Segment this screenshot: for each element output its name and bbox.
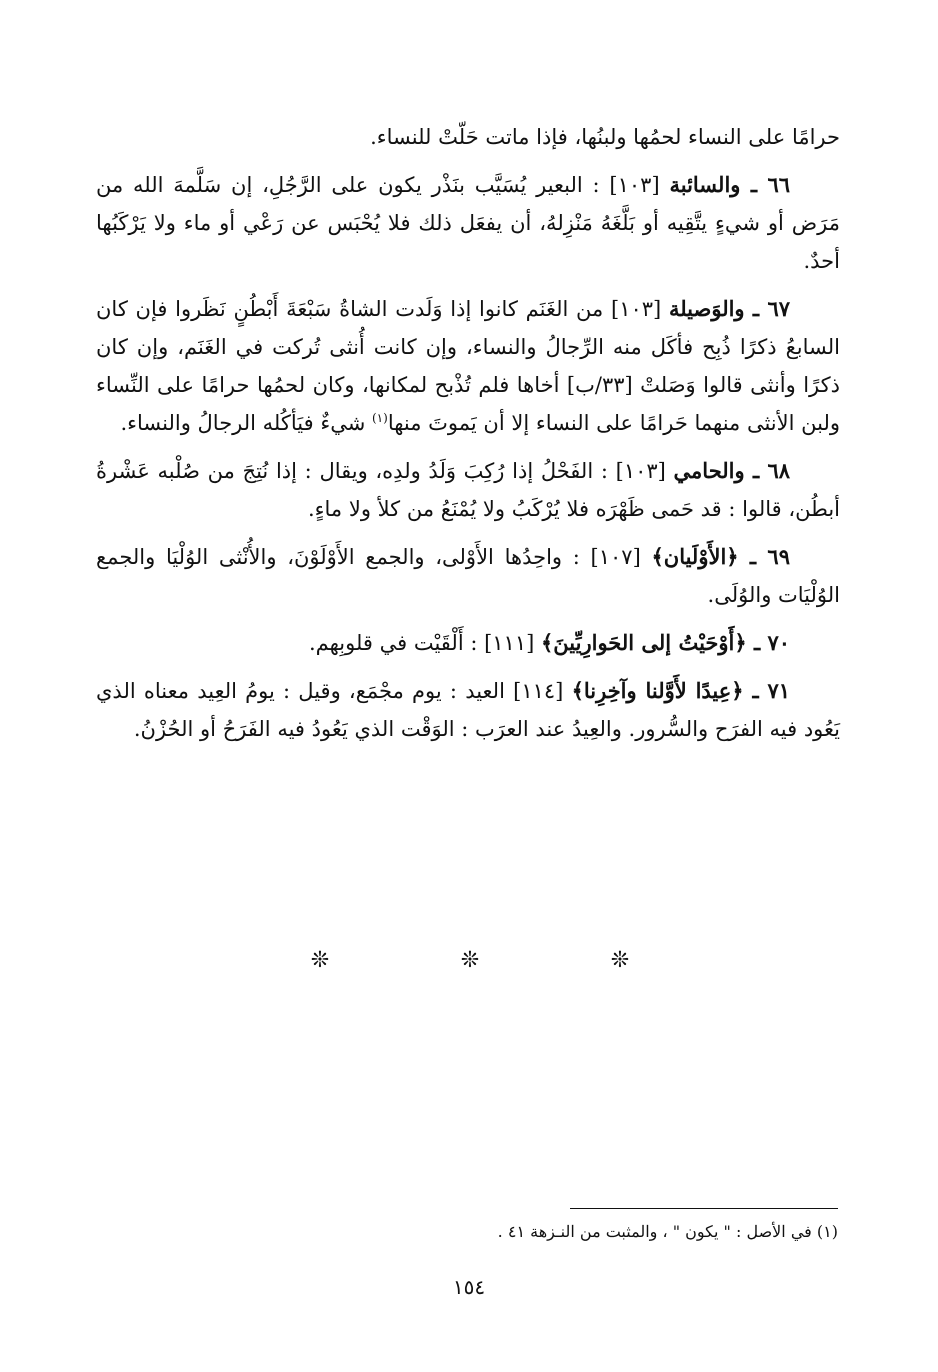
entry-69 xyxy=(96,538,840,614)
entry-text: [١٠٣] من الغَنَم كانوا إذا وَلَدت الشاةُ سَبْعَةَ أَبْطُنٍ نَظَروا فإن كان السابعُ ذكرًا ذُبِح فأكَل منه الرِّجالُ والنساء، وإن كانت أُنثى تُركت في الغَنَم، وإن كان ذكرًا وأنثى قالوا وَصَلتْ [٣٣/ب] أخاها فلم تُذْبح لمكانها، وكان لحمُها حرامًا على النِّساء ولبن الأنثى منهما حَرامًا على النساء إلا أن يَموتَ منها xyxy=(96,297,840,435)
entry-text: [١١٤] العيد : يوم مجْمَع، وقيل : يومُ العِيد معناه الذي يَعُود فيه الفرَح والسُّرور. والعِيدُ عند العرَب : الوَقْت الذي يَعُودُ فيه الفَرَحُ أو الحُزْنُ. xyxy=(96,679,840,741)
entry-heading: ٧١ ـ ﴿عِيدًا لأَوَّلنا وآخِرِنا﴾ xyxy=(571,678,790,703)
entry-text-continued: شيءٌ فيَأكُله الرجالُ والنساء. xyxy=(120,411,372,435)
entry-heading: ٧٠ ـ ﴿أَوْحَيْتُ إلى الحَوارِيِّينَ﴾ xyxy=(541,630,790,655)
entry-text: [١٠٧] : واحِدُها الأَوْلى، والجمع الأَوْلَوْنَ، والأُنْثى الوُلْيَا والجمع الوُلْيَات والوُلَى. xyxy=(96,545,840,607)
paragraph-text: حرامًا على النساء لحمُها ولبنُها، فإذا ماتت حَلّتْ للنساء. xyxy=(370,125,840,149)
entry-heading: ٦٧ ـ والوَصيلة xyxy=(668,296,790,321)
section-separator xyxy=(300,948,640,973)
entry-68 xyxy=(96,452,840,528)
footnote-reference[interactable]: (١) xyxy=(371,411,388,425)
entry-heading: ٦٦ ـ والسائبة xyxy=(669,172,790,197)
footnote: (١) في الأصل : " يكون " ، والمثبت من النـزهة ٤١ . xyxy=(497,1222,838,1241)
entry-heading: ٦٩ ـ ﴿الأَوْلَيان﴾ xyxy=(651,544,790,569)
asterism-icon: ❊ xyxy=(310,948,330,973)
footnote-divider xyxy=(570,1208,838,1209)
entry-70 xyxy=(96,624,840,662)
main-text xyxy=(96,118,840,758)
asterism-icon: ❊ xyxy=(610,948,630,973)
entry-heading: ٦٨ ـ والحامي xyxy=(673,458,790,483)
entry-text: [١٠٣] : الفَحْلُ إذا رُكِبَ وَلَدُ ولدِه، ويقال : إذا نُتِجَ من صُلْبه عَشْرةُ أبطُن، قالوا : قد حَمى ظَهْرَه فلا يُرْكَبُ ولا يُمْنَعُ من كلأ ولا ماءٍ. xyxy=(96,459,840,521)
entry-71 xyxy=(96,672,840,748)
entry-text: [١١١] : أَلْقَيْت في قلوبِهم. xyxy=(308,631,541,655)
entry-text: [١٠٣] : البعير يُسَيَّب بنَذْر يكون على الرَّجُلِ، إن سَلَّمهَ الله من مَرَض أو شيءٍ يتَّقِيه أو بَلَّغَهُ مَنْزِلهُ، أن يفعَل ذلك فلا يُحْبَس عن رَعْي أو ماء ولا يَرْكَبُها أحدٌ. xyxy=(96,173,840,273)
entry-67 xyxy=(96,290,840,442)
page-number: ١٥٤ xyxy=(452,1275,486,1299)
paragraph-continuation xyxy=(96,118,840,156)
entry-66 xyxy=(96,166,840,280)
asterism-icon: ❊ xyxy=(460,948,480,973)
